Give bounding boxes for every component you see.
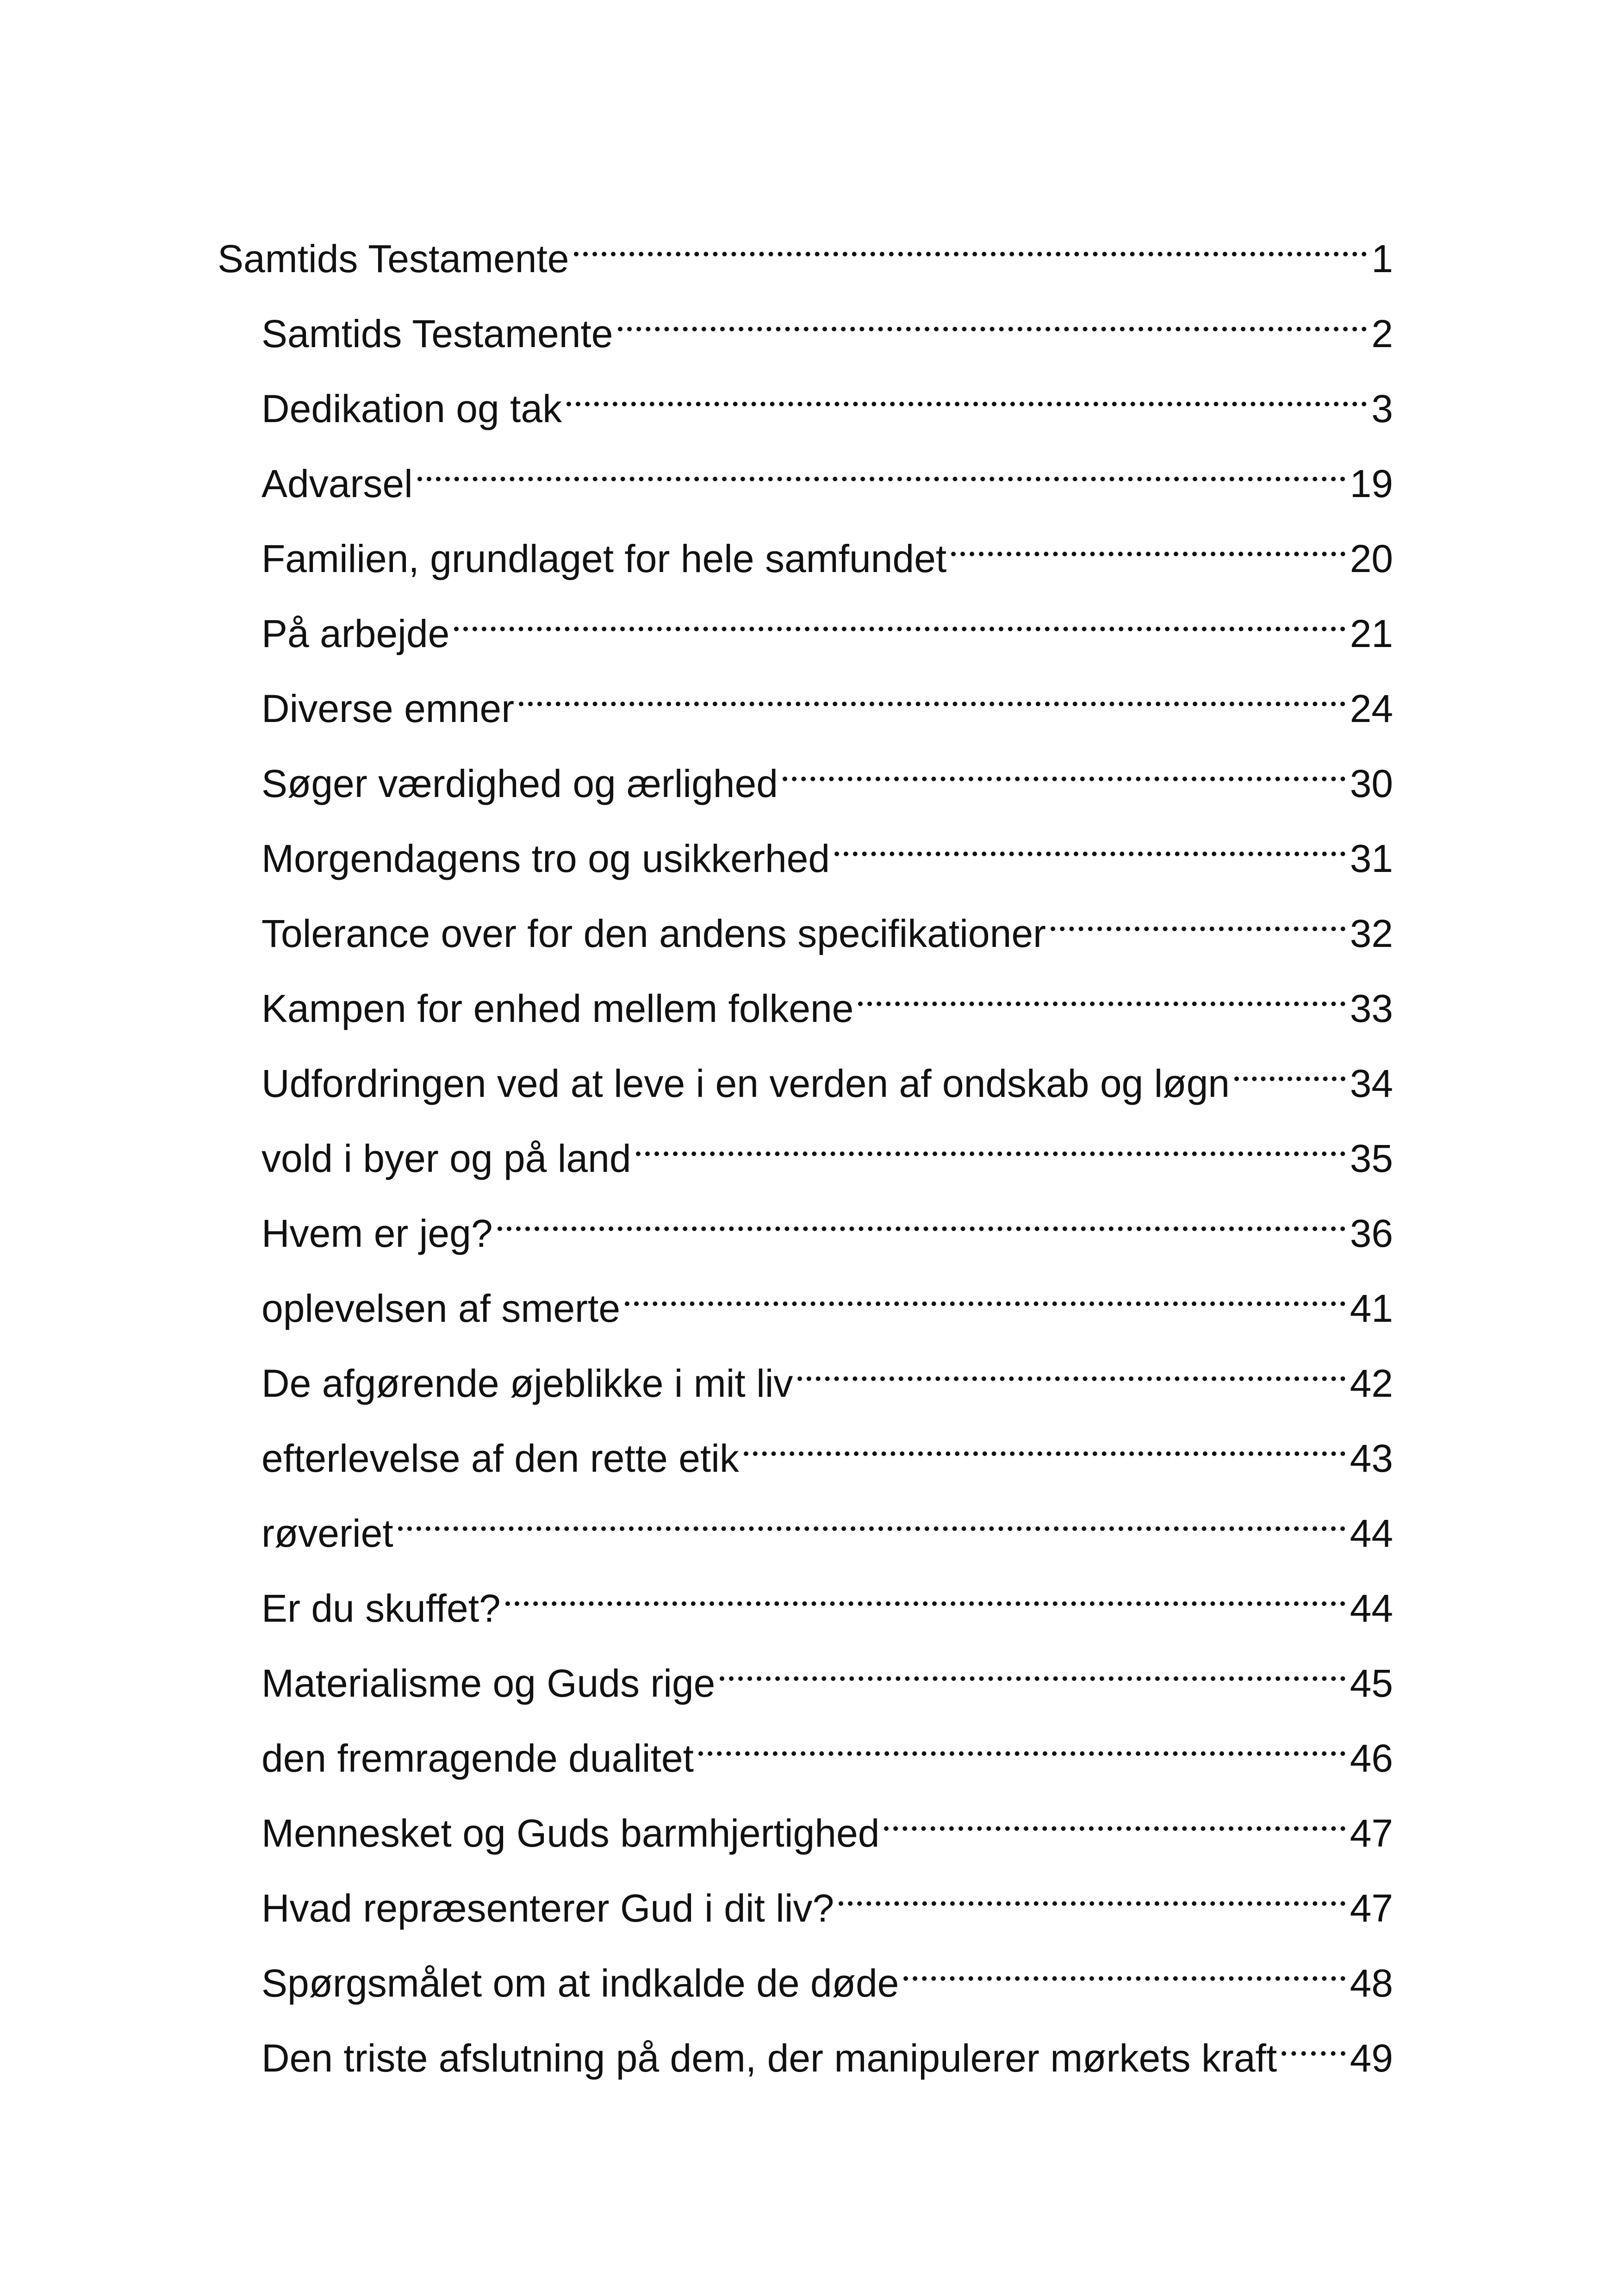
toc-entry-page-number: 45: [1350, 1661, 1393, 1705]
toc-entry-page-number: 31: [1350, 837, 1393, 880]
toc-entry[interactable]: [261, 966, 1393, 1030]
toc-entry-page-number: 48: [1350, 1961, 1393, 2005]
dot-leader: [858, 966, 1345, 1022]
toc-entry-title: Spørgsmålet om at indkalde de døde: [261, 1961, 899, 2005]
toc-entry[interactable]: [261, 741, 1393, 805]
toc-entry[interactable]: [261, 1866, 1393, 1930]
toc-entry-page-number: 30: [1350, 762, 1393, 805]
toc-entry-title: Samtids Testamente: [261, 312, 613, 355]
toc-entry-page-number: 44: [1350, 1587, 1393, 1630]
dot-leader: [951, 516, 1345, 572]
dot-leader: [454, 591, 1345, 647]
toc-entry-page-number: 47: [1350, 1811, 1393, 1855]
toc-entry[interactable]: [218, 217, 1393, 280]
dot-leader: [783, 741, 1345, 797]
toc-entry-title: Samtids Testamente: [218, 237, 569, 280]
toc-entry[interactable]: [261, 1566, 1393, 1630]
toc-entry-title: oplevelsen af smerte: [261, 1287, 621, 1330]
dot-leader: [618, 292, 1367, 347]
toc-entry[interactable]: [261, 666, 1393, 730]
toc-entry-title: røveriet: [261, 1512, 393, 1555]
toc-entry[interactable]: [261, 516, 1393, 580]
toc-entry-title: Er du skuffet?: [261, 1587, 501, 1630]
toc-entry-page-number: 21: [1350, 612, 1393, 655]
toc-entry-title: Hvad repræsenterer Gud i dit liv?: [261, 1886, 834, 1930]
toc-entry[interactable]: [261, 1716, 1393, 1780]
dot-leader: [417, 442, 1345, 497]
toc-entry-title: Kampen for enhed mellem folkene: [261, 987, 854, 1030]
dot-leader: [744, 1416, 1345, 1472]
toc-entry-page-number: 47: [1350, 1886, 1393, 1930]
toc-entry-title: den fremragende dualitet: [261, 1736, 694, 1780]
toc-entry[interactable]: [261, 591, 1393, 655]
toc-entry-title: Advarsel: [261, 462, 413, 505]
toc-entry[interactable]: [261, 292, 1393, 355]
toc-entry-page-number: 36: [1350, 1212, 1393, 1255]
dot-leader: [797, 1341, 1345, 1397]
toc-entry-page-number: 35: [1350, 1137, 1393, 1180]
toc-entry[interactable]: [261, 1416, 1393, 1480]
toc-entry[interactable]: [261, 1116, 1393, 1180]
toc-entry-page-number: 20: [1350, 537, 1393, 580]
dot-leader: [625, 1266, 1345, 1322]
toc-entry-title: Søger værdighed og ærlighed: [261, 762, 778, 805]
dot-leader: [636, 1116, 1345, 1172]
toc-entry-title: Morgendagens tro og usikkerhed: [261, 837, 830, 880]
toc-entry-page-number: 3: [1371, 387, 1393, 430]
toc-entry[interactable]: [261, 816, 1393, 880]
toc-entry-title: Dedikation og tak: [261, 387, 562, 430]
toc-entry[interactable]: [261, 1341, 1393, 1405]
toc-entry-title: vold i byer og på land: [261, 1137, 631, 1180]
toc-entry-title: Den triste afslutning på dem, der manipulerer mørkets kraft: [261, 2036, 1277, 2080]
dot-leader: [903, 1941, 1345, 1997]
toc-entry[interactable]: [261, 442, 1393, 505]
dot-leader: [574, 217, 1367, 272]
toc-entry-page-number: 24: [1350, 687, 1393, 730]
dot-leader: [398, 1491, 1345, 1547]
dot-leader: [839, 1866, 1345, 1922]
toc-entry-page-number: 44: [1350, 1512, 1393, 1555]
toc-entry[interactable]: [261, 1041, 1393, 1105]
toc-entry[interactable]: [261, 367, 1393, 430]
toc-entry[interactable]: [261, 2016, 1393, 2080]
dot-leader: [519, 666, 1345, 722]
dot-leader: [720, 1641, 1345, 1697]
toc-entry-title: efterlevelse af den rette etik: [261, 1437, 739, 1480]
toc-entry-title: De afgørende øjeblikke i mit liv: [261, 1362, 793, 1405]
dot-leader: [884, 1791, 1345, 1847]
toc-entry-page-number: 1: [1371, 237, 1393, 280]
toc-entry-page-number: 49: [1350, 2036, 1393, 2080]
toc-entry-page-number: 46: [1350, 1736, 1393, 1780]
toc-entry[interactable]: [261, 1941, 1393, 2005]
toc-entry-title: Mennesket og Guds barmhjertighed: [261, 1811, 880, 1855]
toc-entry-title: Familien, grundlaget for hele samfundet: [261, 537, 947, 580]
toc-entry-title: Materialisme og Guds rige: [261, 1661, 716, 1705]
toc-entry-title: Udfordringen ved at leve i en verden af ondskab og løgn: [261, 1062, 1230, 1105]
dot-leader: [1234, 1041, 1345, 1097]
dot-leader: [498, 1191, 1345, 1247]
toc-entry-page-number: 32: [1350, 912, 1393, 955]
toc-entry-title: Hvem er jeg?: [261, 1212, 493, 1255]
toc-entry-page-number: 33: [1350, 987, 1393, 1030]
toc-entry[interactable]: [261, 1191, 1393, 1255]
dot-leader: [834, 816, 1345, 872]
toc-entry[interactable]: [261, 1491, 1393, 1555]
toc-entry-page-number: 43: [1350, 1437, 1393, 1480]
toc-entry-page-number: 41: [1350, 1287, 1393, 1330]
dot-leader: [698, 1716, 1345, 1772]
toc-entry-page-number: 42: [1350, 1362, 1393, 1405]
toc-entry-page-number: 19: [1350, 462, 1393, 505]
dot-leader: [1051, 891, 1345, 947]
toc-entry-title: Diverse emner: [261, 687, 515, 730]
dot-leader: [566, 367, 1367, 422]
dot-leader: [1282, 2016, 1345, 2072]
toc-entry-title: Tolerance over for den andens specifikationer: [261, 912, 1046, 955]
toc-entry-title: På arbejde: [261, 612, 450, 655]
toc-entry-page-number: 2: [1371, 312, 1393, 355]
dot-leader: [505, 1566, 1345, 1622]
toc-entry[interactable]: [261, 1266, 1393, 1330]
toc-entry[interactable]: [261, 1791, 1393, 1855]
toc-entry[interactable]: [261, 891, 1393, 955]
toc-entry[interactable]: [261, 1641, 1393, 1705]
toc-entry-page-number: 34: [1350, 1062, 1393, 1105]
